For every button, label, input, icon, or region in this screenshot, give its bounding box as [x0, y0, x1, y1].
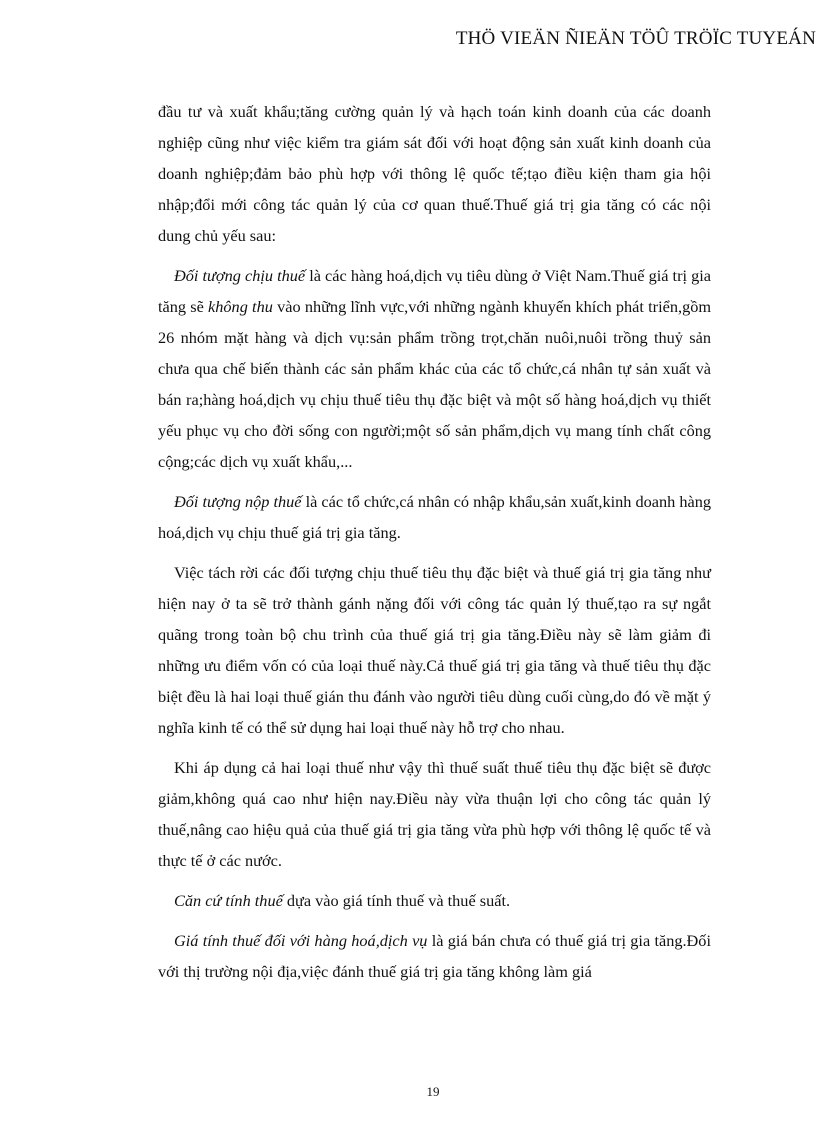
italic-term: Căn cứ tính thuế	[174, 891, 283, 910]
page-header: THÖ VIEÄN ÑIEÄN TÖÛ TRÖÏC TUYEÁN	[455, 28, 816, 49]
italic-term: Đối tượng nộp thuế	[174, 492, 302, 511]
paragraph-text: là giá bán chưa có thuế giá trị gia tăng.Đối với thị trường nội địa,việc đánh thuế giá trị gia tăng không làm giá	[158, 931, 711, 981]
paragraph-5	[158, 752, 711, 876]
italic-term: Đối tượng chịu thuế	[174, 266, 306, 285]
paragraph-text: Việc tách rời các đối tượng chịu thuế tiêu thụ đặc biệt và thuế giá trị gia tăng như hiện nay ở ta sẽ trở thành gánh nặng đối với công tác quản lý thuế,tạo ra sự ngắt quãng trong toàn bộ chu trình của thuế giá trị gia tăng.Điều này sẽ làm giảm đi những ưu điểm vốn có của loại thuế này.Cả thuế giá trị gia tăng và thuế tiêu thụ đặc biệt đều là hai loại thuế gián thu đánh vào người tiêu dùng cuối cùng,do đó về mặt ý nghĩa kinh tế có thể sử dụng hai loại thuế này hỗ trợ cho nhau.	[158, 563, 711, 737]
page-number: 19	[426, 1084, 440, 1099]
paragraph-text: Khi áp dụng cả hai loại thuế như vậy thì thuế suất thuế tiêu thụ đặc biệt sẽ được giảm,không quá cao như hiện nay.Điều này vừa thuận lợi cho công tác quản lý thuế,nâng cao hiệu quả của thuế giá trị gia tăng vừa phù hợp với thông lệ quốc tế và thực tế ở các nước.	[158, 758, 711, 870]
italic-term: không thu	[208, 297, 273, 316]
paragraph-3	[158, 486, 711, 548]
paragraph-2	[158, 260, 711, 477]
paragraph-1	[158, 96, 711, 251]
italic-term: Giá tính thuế đối với hàng hoá,dịch vụ	[174, 931, 428, 950]
paragraph-text: là các hàng hoá,dịch vụ tiêu dùng ở Việt Nam.Thuế giá trị gia tăng sẽ	[158, 266, 711, 316]
paragraph-7	[158, 925, 711, 987]
document-body	[158, 96, 711, 987]
paragraph-text: vào những lĩnh vực,với những ngành khuyến khích phát triển,gồm 26 nhóm mặt hàng và dịch vụ:sản phẩm trồng trọt,chăn nuôi,nuôi trồng thuỷ sản chưa qua chế biến thành các sản phẩm khác của các tổ chức,cá nhân tự sản xuất và bán ra;hàng hoá,dịch vụ chịu thuế tiêu thụ đặc biệt và một số hàng hoá,dịch vụ thiết yếu phục vụ cho đời sống con người;một số sản phẩm,dịch vụ mang tính chất công cộng;các dịch vụ xuất khẩu,...	[158, 297, 712, 471]
paragraph-text: dựa vào giá tính thuế và thuế suất.	[282, 891, 511, 910]
paragraph-6	[158, 885, 711, 916]
paragraph-4	[158, 557, 711, 743]
paragraph-text: đầu tư và xuất khẩu;tăng cường quản lý và hạch toán kinh doanh của các doanh nghiệp cũng như việc kiểm tra giám sát đối với hoạt động sản xuất kinh doanh của doanh nghiệp;đảm bảo phù hợp với thông lệ quốc tế;tạo điều kiện tham gia hội nhập;đổi mới công tác quản lý của cơ quan thuế.Thuế giá trị gia tăng có các nội dung chủ yếu sau:	[158, 102, 711, 245]
paragraph-text: là các tổ chức,cá nhân có nhập khẩu,sản xuất,kinh doanh hàng hoá,dịch vụ chịu thuế giá trị gia tăng.	[158, 492, 711, 542]
